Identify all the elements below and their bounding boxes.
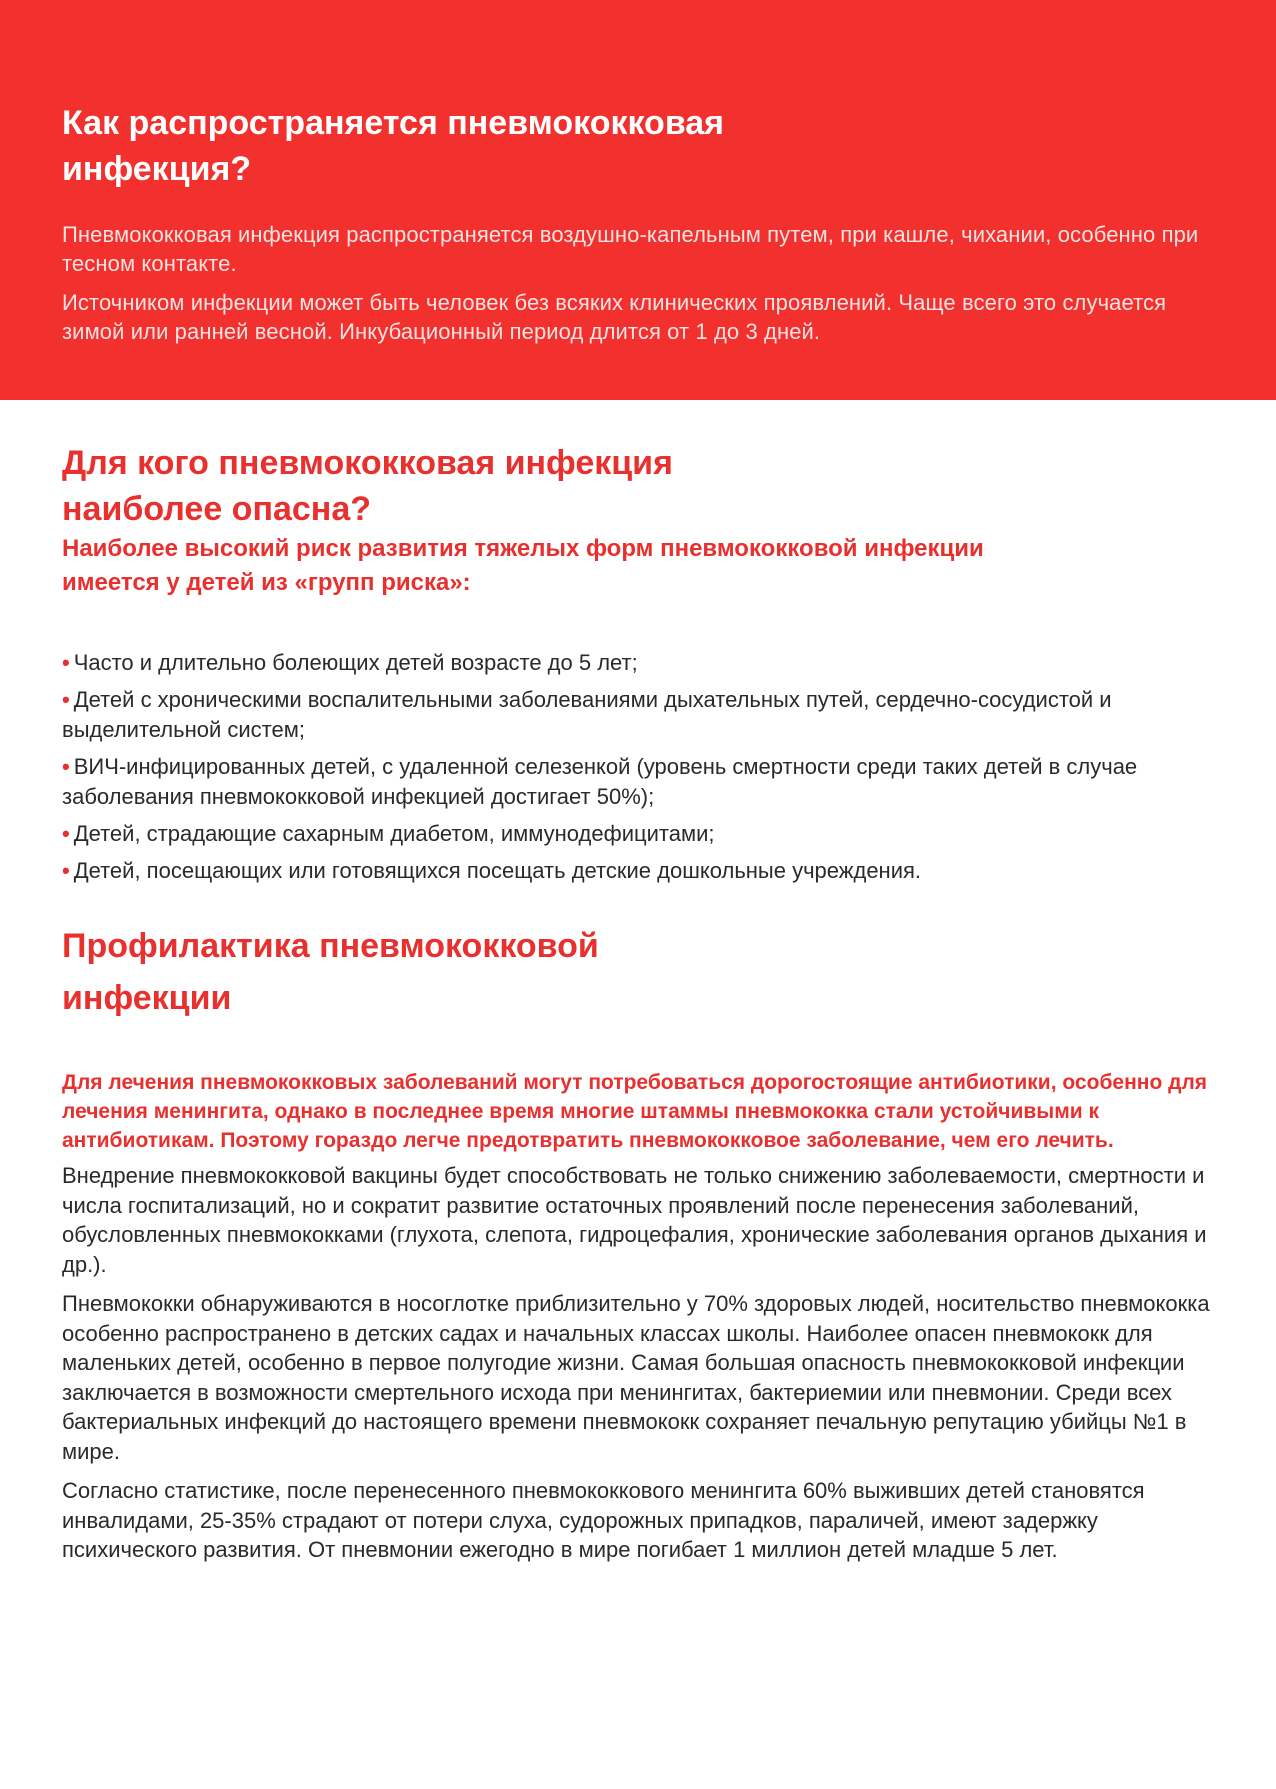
bullet-icon: •	[62, 650, 70, 675]
risk-section-title: Для кого пневмококковая инфекция наиболее опасна?	[62, 444, 673, 528]
prevention-lead: Для лечения пневмококковых заболеваний могут потребоваться дорогостоящие антибиотики, особенно для лечения менингита, однако в последнее время многие штаммы пневмококка стали устойчивыми к антибиотикам. Поэтому гораздо легче предотвратить пневмококковое заболевание, чем его лечить.	[62, 1071, 1208, 1152]
list-item-text: ВИЧ-инфицированных детей, с удаленной селезенкой (уровень смертности среди таких детей в случае заболевания пневмококковой инфекцией достигает 50%);	[62, 754, 1138, 809]
prevention-title-line-1: Профилактика пневмококковой	[62, 927, 599, 965]
list-item-text: Детей, страдающие сахарным диабетом, иммунодефицитами;	[73, 821, 715, 846]
list-item	[62, 819, 1212, 849]
bullet-icon: •	[62, 687, 70, 712]
list-item-text: Часто и длительно болеющих детей возрасте до 5 лет;	[73, 650, 638, 675]
prevention-paragraph-2: Пневмококки обнаруживаются в носоглотке приблизительно у 70% здоровых людей, носительство пневмококка особенно распространено в детских садах и начальных классах школы. Наиболее опасен пневмококк для маленьких детей, особенно в первое полугодие жизни. Самая большая опасность пневмококковой инфекции заключается в возможности смертельного исхода при менингитах, бактериемии или пневмонии. Среди всех бактериальных инфекций до настоящего времени пневмококк сохраняет печальную репутацию убийцы №1 в мире.	[62, 1291, 1210, 1464]
bullet-icon: •	[62, 858, 70, 883]
prevention-section	[62, 920, 1212, 1565]
list-item	[62, 685, 1212, 745]
bullet-icon: •	[62, 821, 70, 846]
top-banner	[0, 0, 1276, 400]
risk-section-lead: Наиболее высокий риск развития тяжелых форм пневмококковой инфекции имеется у детей из «групп риска»:	[62, 535, 984, 596]
list-item-text: Детей с хроническими воспалительными заболеваниями дыхательных путей, сердечно-сосудистой и выделительной систем;	[62, 687, 1112, 742]
risk-section	[62, 440, 1212, 886]
banner-paragraph-1: Пневмококковая инфекция распространяется воздушно-капельным путем, при кашле, чихании, особенно при тесном контакте.	[62, 222, 1199, 276]
banner-paragraph-2: Источником инфекции может быть человек без всяких клинических проявлений. Чаще всего это случается зимой или ранней весной. Инкубационный период длится от 1 до 3 дней.	[62, 290, 1167, 344]
prevention-paragraph-1: Внедрение пневмококковой вакцины будет способствовать не только снижению заболеваемости, смертности и числа госпитализаций, но и сократит развитие остаточных проявлений после перенесения заболеваний, обусловленных пневмококками (глухота, слепота, гидроцефалия, хронические заболевания органов дыхания и др.).	[62, 1163, 1207, 1277]
main-content	[62, 440, 1212, 1575]
list-item	[62, 752, 1212, 812]
bullet-icon: •	[62, 754, 70, 779]
prevention-paragraph-3: Согласно статистике, после перенесенного пневмококкового менингита 60% выживших детей становятся инвалидами, 25-35% страдают от потери слуха, судорожных припадков, параличей, имеют задержку психического развития. От пневмонии ежегодно в мире погибает 1 миллион детей младше 5 лет.	[62, 1478, 1145, 1562]
list-item	[62, 648, 1212, 678]
prevention-section-title	[62, 920, 1212, 1024]
prevention-title-line-2: инфекции	[62, 979, 232, 1017]
list-item-text: Детей, посещающих или готовящихся посещать детские дошкольные учреждения.	[73, 858, 922, 883]
risk-group-list	[62, 648, 1212, 886]
banner-title: Как распространяется пневмококковая инфекция?	[62, 104, 725, 188]
list-item	[62, 856, 1212, 886]
